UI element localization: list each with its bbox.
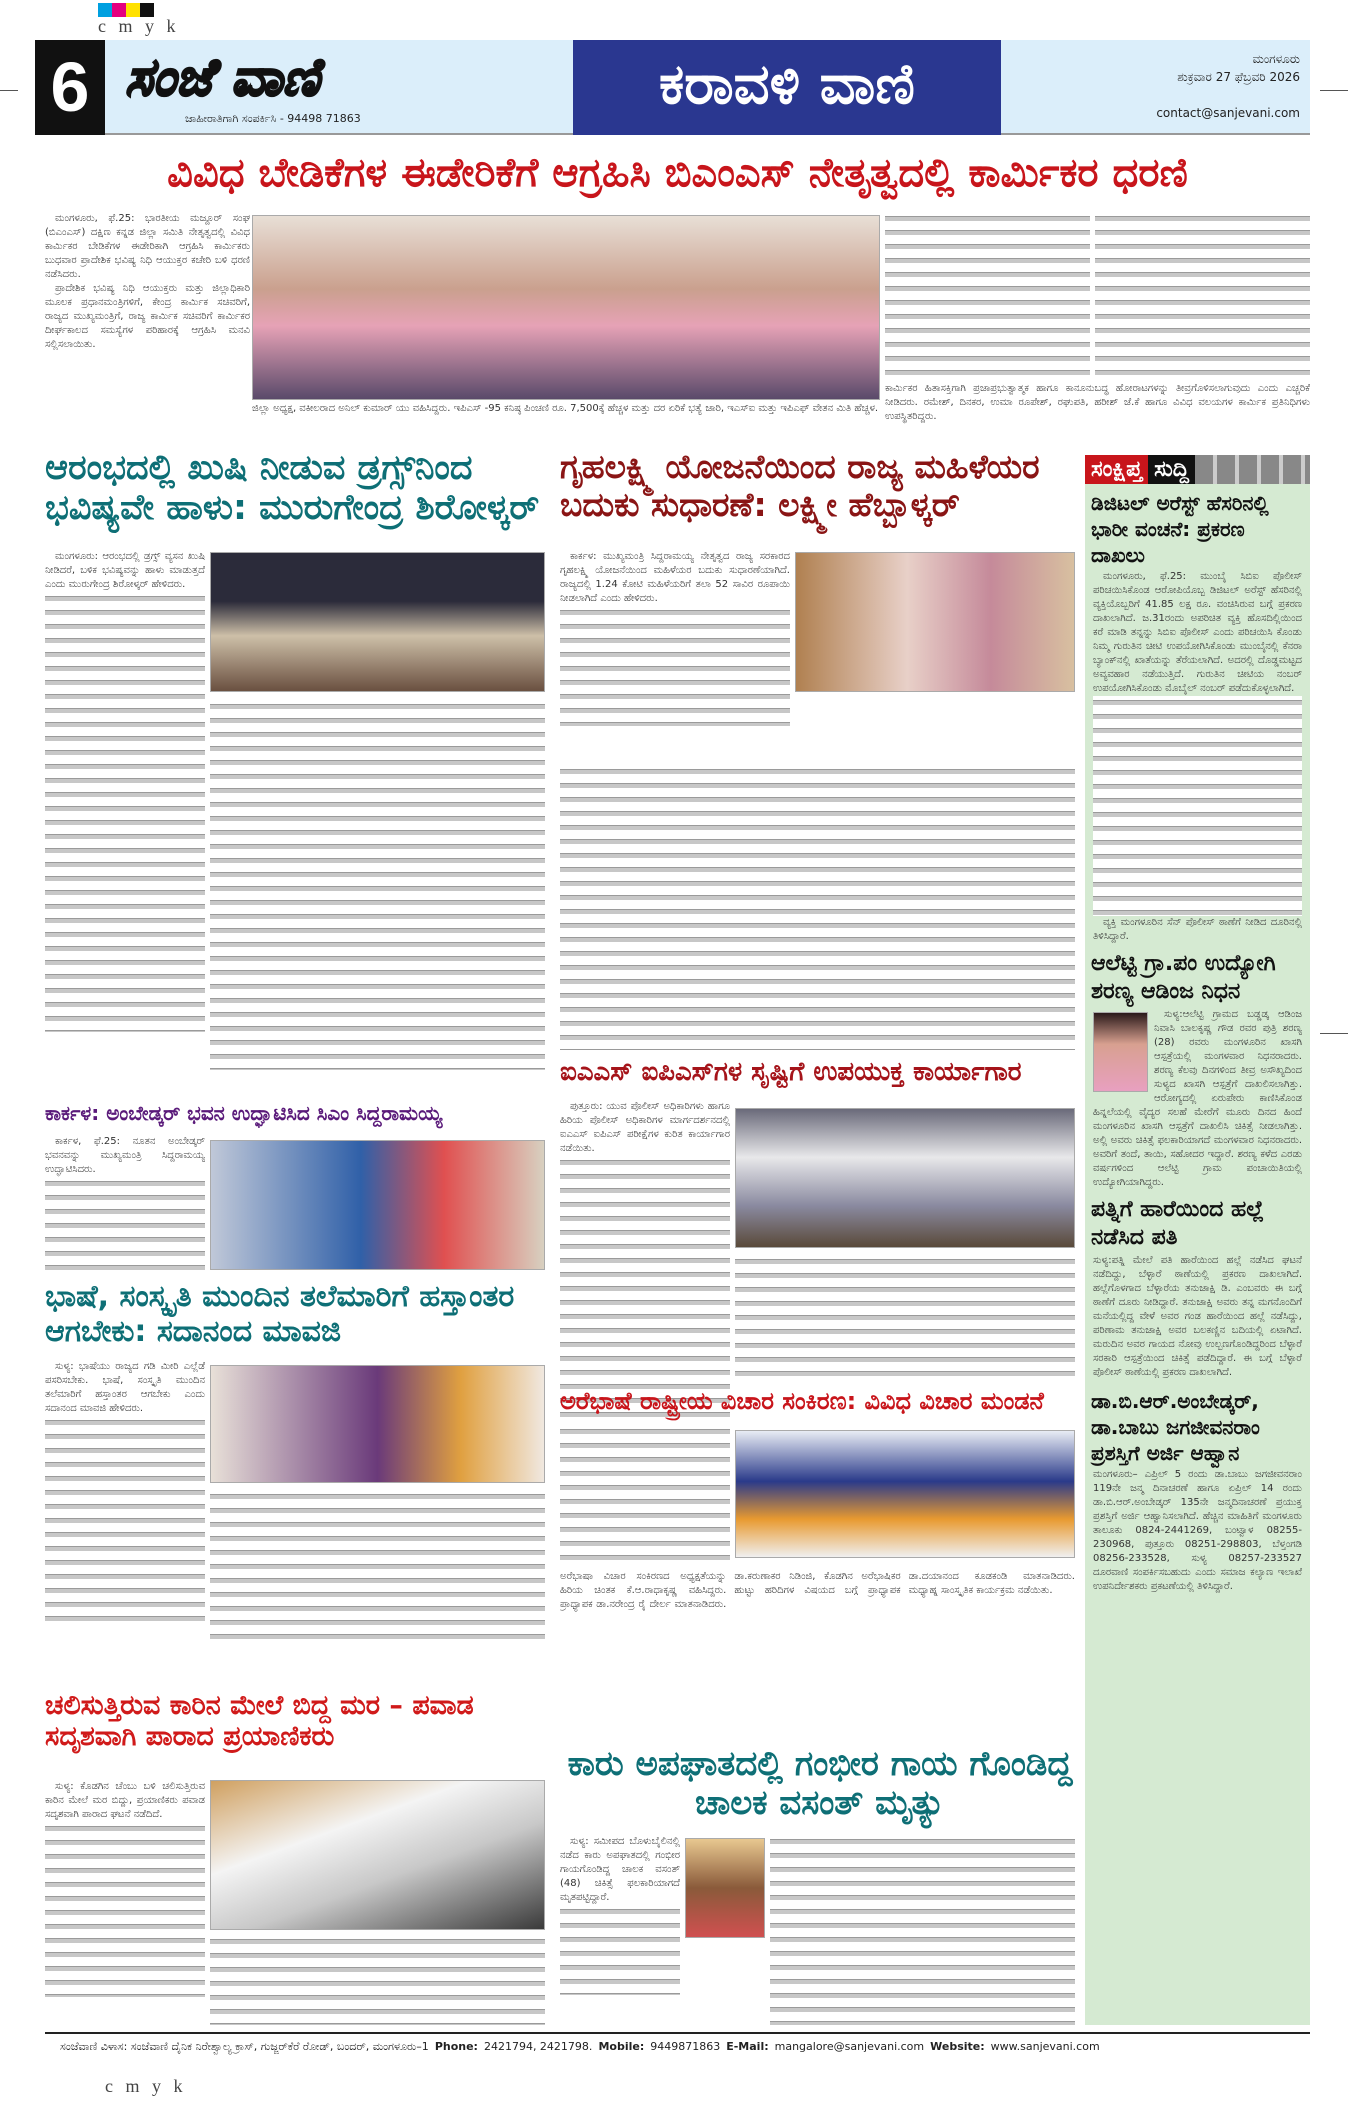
arebhashe-body-col1: [560, 1425, 730, 1565]
footer-email: mangalore@sanjevani.com: [774, 2040, 925, 2053]
karkala-photo-ambedkar: [210, 1140, 545, 1270]
karkala-body: ಕಾರ್ಕಳ, ಫೆ.25: ನೂತನ ಅಂಬೇಡ್ಕರ್ ಭವನವನ್ನು ಮುಖ್ಯಮಂತ್ರಿ ಸಿದ್ದರಾಮಯ್ಯ ಉದ್ಘಾಟಿಸಿದರು.: [45, 1135, 205, 1275]
footer-imprint: [60, 2040, 1310, 2054]
cmyk-label-bottom: c m y k: [105, 2076, 187, 2096]
lead-body-tail: ಕಾರ್ಮಿಕರ ಹಿತಾಸಕ್ತಿಗಾಗಿ ಪ್ರಜಾಪ್ರಭುತ್ವಾತ್ಮಕ ಹಾಗೂ ಕಾನೂನುಬದ್ಧ ಹೋರಾಟಗಳನ್ನು ತೀವ್ರಗೊಳಿಸಲಾಗುವುದು ಎಂದು ಎಚ್ಚರಿಕೆ ನೀಡಿದರು. ರಮೇಶ್, ದಿನಕರ, ಉಮಾ ರೂಪೇಶ್, ರಘುಪತಿ, ಹರೀಶ್ ಜೆ.ಕೆ ಹಾಗೂ ವಿವಿಧ ವಲಯಗಳ ಕಾರ್ಮಿಕ ಪ್ರತಿನಿಧಿಗಳು ಉಪಸ್ಥಿತರಿದ್ದರು.: [885, 383, 1310, 422]
registration-mark: [1320, 90, 1348, 91]
drugs-headline: ಆರಂಭದಲ್ಲಿ ಖುಷಿ ನೀಡುವ ಡ್ರಗ್ಸ್‌ನಿಂದ ಭವಿಷ್ಯವೇ ಹಾಳು: ಮುರುಗೇಂದ್ರ ಶಿರೋಳ್ಕರ್: [45, 448, 540, 529]
mobile-label: Mobile:: [598, 2040, 645, 2053]
registration-mark: [0, 90, 18, 91]
gruhalakshmi-body: ಕಾರ್ಕಳ: ಮುಖ್ಯಮಂತ್ರಿ ಸಿದ್ದರಾಮಯ್ಯ ನೇತೃತ್ವದ ರಾಜ್ಯ ಸರಕಾರದ ಗೃಹಲಕ್ಷ್ಮಿ ಯೋಜನೆಯಿಂದ ಮಹಿಳೆಯರ ಬದುಕು ಸುಧಾರಣೆಯಾಗಿದೆ. ರಾಜ್ಯದಲ್ಲಿ 1.24 ಕೋಟಿ ಮಹಿಳೆಯರಿಗೆ ತಲಾ 52 ಸಾವಿರ ರೂಪಾಯಿ ನೀಡಲಾಗಿದೆ ಎಂದು ಹೇಳಿದರು.: [560, 550, 790, 760]
sidebar-title-b: ಸುದ್ದಿ: [1148, 455, 1195, 484]
lead-photo-caption: ಜಿಲ್ಲಾ ಅಧ್ಯಕ್ಷ, ವಕೀಲರಾದ ಅನಿಲ್ ಕುಮಾರ್ ಯು ವಹಿಸಿದ್ದರು. ಇಪಿಎಸ್ -95 ಕನಿಷ್ಠ ಪಿಂಚಣಿ ರೂ. 7,500ಕ್ಕೆ ಹೆಚ್ಚಳ ಮತ್ತು ದರ ಏರಿಕೆ ಭತ್ಯೆ ಜಾರಿ, ಇಎಸ್ಐ ಮತ್ತು ಇಪಿಎಫ್ ವೇತನ ಮಿತಿ ಹೆಚ್ಚಳ.: [252, 403, 879, 414]
karkala-headline: ಕಾರ್ಕಳ: ಅಂಬೇಡ್ಕರ್ ಭವನ ಉದ್ಘಾಟಿಸಿದ ಸಿಎಂ ಸಿದ್ದರಾಮಯ್ಯ: [45, 1101, 443, 1125]
footer-mobile: 9449871863: [650, 2040, 721, 2053]
brief-body: ಮಂಗಳೂರು– ಎಪ್ರಿಲ್ 5 ರಂದು ಡಾ.ಬಾಬು ಜಗಜೀವನರಾಂ 119ನೇ ಜನ್ಮ ದಿನಾಚರಣೆ ಹಾಗೂ ಏಪ್ರಿಲ್ 14 ರಂದು ಡಾ.ಬಿ.ಆರ್.ಅಂಬೇಡ್ಕರ್ 135ನೇ ಜನ್ಮದಿನಾಚರಣೆ ಪ್ರಯುಕ್ತ ಪ್ರಶಸ್ತಿಗೆ ಅರ್ಜಿ ಆಹ್ವಾನಿಸಲಾಗಿದೆ. ಹೆಚ್ಚಿನ ಮಾಹಿತಿಗೆ ಮಂಗಳೂರು ತಾಲೂಕು 0824-2441269, ಬಂಟ್ವಾಳ 08255-230968, ಪುತ್ತೂರು 08251-298803, ಬೆಳ್ತಂಗಡಿ 08256-233528, ಸುಳ್ಯ 08257-233527 ದೂರವಾಣಿ ಸಂಪರ್ಕಿಸಬಹುದು ಎಂದು ಸಮಾಜ ಕಲ್ಯಾಣ ಇಲಾಖೆ ಉಪನಿರ್ದೇಶಕರು ಪ್ರಕಟಣೆಯಲ್ಲಿ ತಿಳಿಸಿದ್ದಾರೆ.: [1093, 1469, 1302, 1592]
masthead: [35, 40, 1310, 135]
lead-body-col1: ಮಂಗಳೂರು, ಫೆ.25: ಭಾರತೀಯ ಮಜ್ದೂರ್ ಸಂಘ (ಬಿಎಂಎಸ್) ದಕ್ಷಿಣ ಕನ್ನಡ ಜಿಲ್ಲಾ ಸಮಿತಿ ನೇತೃತ್ವದಲ್ಲಿ ವಿವಿಧ ಕಾರ್ಮಿಕರ ಬೇಡಿಕೆಗಳ ಈಡೇರಿಕಾಗಿ ಆಗ್ರಹಿಸಿ ಕಾರ್ಮಿಕರು ಬುಧವಾರ ಪ್ರಾದೇಶಿಕ ಭವಿಷ್ಯ ನಿಧಿ ಆಯುಕ್ತರ ಕಚೇರಿ ಬಳಿ ಧರಣಿ ನಡೆಸಿದರು. ಪ್ರಾದೇಶಿಕ ಭವಿಷ್ಯ ನಿಧಿ ಆಯುಕ್ತರು ಮತ್ತು ಜಿಲ್ಲಾಧಿಕಾರಿ ಮೂಲಕ ಪ್ರಧಾನಮಂತ್ರಿಗಳಿಗೆ, ಕೇಂದ್ರ ಕಾರ್ಮಿಕ ಸಚಿವರಿಗೆ, ರಾಜ್ಯದ ಮುಖ್ಯಮಂತ್ರಿಗೆ, ರಾಜ್ಯ ಕಾರ್ಮಿಕ ಸಚಿವರಿಗೆ ಕಾರ್ಮಿಕರ ದೀರ್ಘಕಾಲದ ಸಮಸ್ಯೆಗಳ ಪರಿಹಾರಕ್ಕೆ ಆಗ್ರಹಿಸಿ ಮನವಿ ಸಲ್ಲಿಸಲಾಯಿತು.: [45, 213, 250, 350]
ias-body: ಪುತ್ತೂರು: ಯುವ ಪೊಲೀಸ್ ಅಧಿಕಾರಿಗಳು ಹಾಗೂ ಹಿರಿಯ ಪೊಲೀಸ್ ಅಧಿಕಾರಿಗಳ ಮಾರ್ಗದರ್ಶನದಲ್ಲಿ ಐಎಎಸ್ ಐಪಿಎಸ್ ಪರೀಕ್ಷೆಗಳ ಕುರಿತ ಕಾರ್ಯಾಗಾರ ನಡೆಯಿತು.: [560, 1100, 730, 1440]
ias-photo: [735, 1108, 1075, 1248]
cmyk-label: c m y k: [98, 16, 180, 36]
accident-body-cols: [770, 1835, 1075, 2025]
tree-photo-car: [210, 1780, 545, 1930]
dateline: [1177, 50, 1300, 86]
lead-photo-bms-protest: [252, 215, 880, 400]
lead-body-col3: [885, 212, 1090, 382]
drugs-body: ಮಂಗಳೂರು: ಆರಂಭದಲ್ಲಿ ಡ್ರಗ್ಸ್ ವ್ಯಸನ ಖುಷಿ ನೀಡಿದರೆ, ಬಳಿಕ ಭವಿಷ್ಯವನ್ನು ಹಾಳು ಮಾಡುತ್ತದೆ ಎಂದು ಮುರುಗೇಂದ್ರ ಶಿರೋಳ್ಕರ್ ಹೇಳಿದರು.: [45, 550, 205, 1070]
ias-headline: ಐಎಎಸ್ ಐಪಿಎಸ್‌ಗಳ ಸೃಷ್ಟಿಗೆ ಉಪಯುಕ್ತ ಕಾರ್ಯಾಗಾರ: [560, 1057, 1022, 1087]
date: ಶುಕ್ರವಾರ 27 ಫೆಬ್ರವರಿ 2026: [1177, 70, 1300, 84]
website-label: Website:: [930, 2040, 985, 2053]
footer-website: www.sanjevani.com: [990, 2040, 1100, 2053]
sidebar-title: [1085, 455, 1310, 484]
page-number: 6: [35, 40, 105, 135]
arebhashe-photo: [735, 1430, 1075, 1558]
brief-news-sidebar: [1085, 455, 1310, 2025]
drugs-photo: [210, 552, 545, 692]
lead-body-col4: [1095, 212, 1310, 382]
vasanth-portrait: [685, 1838, 765, 1938]
language-body-cols: [210, 1490, 545, 1640]
ias-body-cols: [735, 1255, 1075, 1380]
sanjevani-logo: ಸಂಜೆ ವಾಣಿ: [125, 48, 320, 108]
email-label: E-Mail:: [726, 2040, 769, 2053]
sidebar-title-a: ಸಂಕ್ಷಿಪ್ತ: [1085, 455, 1148, 484]
brief-headline: ಡಿಜಿಟಲ್ ಅರೆಸ್ಟ್ ಹೆಸರಿನಲ್ಲಿ ಭಾರೀ ವಂಚನೆ: ಪ್ರಕರಣ ದಾಖಲು: [1091, 491, 1269, 567]
contact-email: contact@sanjevani.com: [1156, 106, 1300, 120]
ad-contact: ಜಾಹೀರಾತಿಗಾಗಿ ಸಂಪರ್ಕಿಸಿ - 94498 71863: [185, 112, 361, 125]
gruhalakshmi-headline: ಗೃಹಲಕ್ಷ್ಮಿ ಯೋಜನೆಯಿಂದ ರಾಜ್ಯ ಮಹಿಳೆಯರ ಬದುಕು ಸುಧಾರಣೆ: ಲಕ್ಷ್ಮೀ ಹೆಬ್ಬಾಳ್ಕರ್: [560, 447, 1040, 524]
phone-label: Phone:: [434, 2040, 478, 2053]
arebhashe-headline: ಅರೆಭಾಷೆ ರಾಷ್ಟ್ರೀಯ ವಿಚಾರ ಸಂಕಿರಣ: ವಿವಿಧ ವಿಚಾರ ಮಂಡನೆ: [560, 1387, 1044, 1415]
brief-headline: ಪತ್ನಿಗೆ ಹಾರೆಯಿಂದ ಹಲ್ಲೆ ನಡೆಸಿದ ಪತಿ: [1091, 1197, 1264, 1250]
sharanya-portrait: [1093, 1012, 1148, 1092]
registration-mark: [1320, 1033, 1348, 1034]
accident-body: ಸುಳ್ಯ: ಸಮೀಪದ ಬೊಳುಬೈಲಿನಲ್ಲಿ ನಡೆದ ಕಾರು ಅಪಘಾತದಲ್ಲಿ ಗಂಭೀರ ಗಾಯಗೊಂಡಿದ್ದ ಚಾಲಕ ವಸಂತ್ (48) ಚಿಕಿತ್ಸೆ ಫಲಕಾರಿಯಾಗದೆ ಮೃತಪಟ್ಟಿದ್ದಾರೆ.: [560, 1835, 680, 2025]
brief-body: ಮಂಗಳೂರು, ಫೆ.25: ಮುಂಬೈ ಸಿಬಿಐ ಪೊಲೀಸ್ ಪರಿಚಯಿಸಿಕೊಂಡ ಆರೋಪಿಯೊಬ್ಬ ಡಿಜಿಟಲ್ ಅರೆಸ್ಟ್ ಹೆಸರಿನಲ್ಲಿ ವ್ಯಕ್ತಿಯೊಬ್ಬರಿಗೆ 41.85 ಲಕ್ಷ ರೂ. ವಂಚಿಸಿರುವ ಬಗ್ಗೆ ಪ್ರಕರಣ ದಾಖಲಾಗಿದೆ. ಜ.31ರಂದು ಅಪರಿಚಿತ ವ್ಯಕ್ತಿ ಹೊಸದಿಲ್ಲಿಯಿಂದ ಕರೆ ಮಾಡಿ ತನ್ನನ್ನು ಸಿಬಿಐ ಪೊಲೀಸ್ ಎಂದು ಪರಿಚಯಿಸಿ ಕೊಂಡು ನಿಮ್ಮ ಗುರುತಿನ ಚೀಟಿ ಉಪಯೋಗಿಸಿಕೊಂಡು ಮುಂಬೈನಲ್ಲಿ ಕೆನರಾ ಬ್ಯಾಂಕ್‌ನಲ್ಲಿ ಖಾತೆಯನ್ನು ತೆರೆಯಲಾಗಿದೆ. ಅದರಲ್ಲಿ ದೊಡ್ಡಮಟ್ಟದ ಅವ್ಯವಹಾರ ನಡೆಯುತ್ತಿದೆ. ಗುರುತಿನ ಚೀಟಿಯ ನಂಬರ್ ಉಪಯೋಗಿಸಿಕೊಂಡು ಮೊಬೈಲ್ ನಂಬರ್ ಪಡೆದುಕೊಳ್ಳಲಾಗಿದೆ. ವ್ಯಕ್ತಿ ಮಂಗಳೂರಿನ ಸೆನ್ ಪೊಲೀಸ್ ಠಾಣೆಗೆ ನೀಡಿದ ದೂರಿನಲ್ಲಿ ತಿಳಿಸಿದ್ದಾರೆ.: [1093, 571, 1302, 942]
lead-headline: ವಿವಿಧ ಬೇಡಿಕೆಗಳ ಈಡೇರಿಕೆಗೆ ಆಗ್ರಹಿಸಿ ಬಿಎಂಎಸ್ ನೇತೃತ್ವದಲ್ಲಿ ಕಾರ್ಮಿಕರ ಧರಣಿ: [167, 150, 1188, 196]
tree-headline: ಚಲಿಸುತ್ತಿರುವ ಕಾರಿನ ಮೇಲೆ ಬಿದ್ದ ಮರ – ಪವಾಡ ಸದೃಶವಾಗಿ ಪಾರಾದ ಪ್ರಯಾಣಿಕರು: [45, 1690, 474, 1753]
footer-rule: [45, 2032, 1310, 2034]
arebhashe-body: ಅರೆಭಾಷಾ ವಿಚಾರ ಸಂಕಿರಣದ ಅಧ್ಯಕ್ಷತೆಯನ್ನು ಹಿರಿಯ ಚಿಂತಕ ಕೆ.ಆ.ರಾಧಾಕೃಷ್ಣ ವಹಿಸಿದ್ದರು. ಪ್ರಾಧ್ಯಾಪಕ ಡಾ.ನರೇಂದ್ರ ರೈ ದೇರ್ಲ ಮಾತನಾಡಿದರು. ಡಾ.ಕರುಣಾಕರ ನಿಡಿಂಜಿ, ಕೊಡಗಿನ ಅರೆಭಾಷಿಕರ ಹುಟ್ಟು ಹರಿದಿಗಳ ವಿಷಯದ ಬಗ್ಗೆ ಪ್ರಾಧ್ಯಾಪಕ ಡಾ.ದಯಾನಂದ ಕೂಡಕಂಡಿ ಮಾತನಾಡಿದರು. ಮಧ್ಯಾಹ್ನ ಸಾಂಸ್ಕೃತಿಕ ಕಾರ್ಯಕ್ರಮ ನಡೆಯಿತು.: [560, 1571, 1075, 1610]
brief-headline: ಡಾ.ಬಿ.ಆರ್.ಅಂಬೇಡ್ಕರ್, ಡಾ.ಬಾಬು ಜಗಜೀವನರಾಂ ಪ್ರಶಸ್ತಿಗೆ ಅರ್ಜಿ ಆಹ್ವಾನ: [1091, 1389, 1260, 1465]
accident-headline: ಕಾರು ಅಪಘಾತದಲ್ಲಿ ಗಂಭೀರ ಗಾಯ ಗೊಂಡಿದ್ದ ಚಾಲಕ ವಸಂತ್ ಮೃತ್ಯು: [567, 1744, 1073, 1824]
karavali-vani-logo: ಕರಾವಳಿ ವಾಣಿ: [573, 40, 1001, 135]
footer-phone: 2421794, 2421798.: [483, 2040, 593, 2053]
tree-body-cols: [210, 1935, 545, 2025]
language-headline: ಭಾಷೆ, ಸಂಸ್ಕೃತಿ ಮುಂದಿನ ತಲೆಮಾರಿಗೆ ಹಸ್ತಾಂತರ ಆಗಬೇಕು: ಸದಾನಂದ ಮಾವಜಿ: [45, 1279, 515, 1349]
brief-body: ಸುಳ್ಯ:ಆಲೆಟ್ಟಿ ಗ್ರಾಮದ ಬಡ್ಡಡ್ಕ ಆಡಿಂಜ ನಿವಾಸಿ ಬಾಲಕೃಷ್ಣ ಗೌಡ ರವರ ಪುತ್ರಿ ಶರಣ್ಯ (28) ರವರು ಮಂಗಳೂರಿನ ಖಾಸಗಿ ಆಸ್ಪತ್ರೆಯಲ್ಲಿ ಮಂಗಳವಾರ ನಿಧನರಾದರು. ಶರಣ್ಯ ಕೆಲವು ದಿನಗಳಿಂದ ತೀವ್ರ ಅಸೌಖ್ಯದಿಂದ ಸುಳ್ಯದ ಖಾಸಗಿ ಆಸ್ಪತ್ರೆಗೆ ದಾಖಲಿಸಲಾಗಿತ್ತು. ಆರೋಗ್ಯದಲ್ಲಿ ಏರುಪೇರು ಕಾಣಿಸಿಕೊಂಡ ಹಿನ್ನಲೆಯಲ್ಲಿ ವೈದ್ಯರ ಸಲಹೆ ಮೇರೆಗೆ ಮೂರು ದಿನದ ಹಿಂದೆ ಮಂಗಳೂರಿನ ಖಾಸಗಿ ಆಸ್ಪತ್ರೆಗೆ ದಾಖಲಿಸಿ ಚಿಕಿತ್ಸೆ ನೀಡಲಾಗಿತ್ತು. ಅಲ್ಲಿ ಅವರು ಚಿಕಿತ್ಸೆ ಫಲಕಾರಿಯಾಗದೆ ಮಂಗಳವಾರ ನಿಧನರಾದರು. ಅವರಿಗೆ ತಂದೆ, ತಾಯಿ, ಸಹೋದರ ಇದ್ದಾರೆ. ಶರಣ್ಯ ಕಳೆದ ಎರಡು ವರ್ಷಗಳಿಂದ ಆಲೆಟ್ಟಿ ಗ್ರಾಮ ಪಂಚಾಯಿತಿಯಲ್ಲಿ ಉದ್ಯೋಗಿಯಾಗಿದ್ದರು.: [1093, 1009, 1302, 1188]
tree-body: ಸುಳ್ಯ: ಕೊಡಗಿನ ಚೆಂಬು ಬಳಿ ಚಲಿಸುತ್ತಿರುವ ಕಾರಿನ ಮೇಲೆ ಮರ ಬಿದ್ದು, ಪ್ರಯಾಣಿಕರು ಪವಾಡ ಸದೃಶವಾಗಿ ಪಾರಾದ ಘಟನೆ ನಡೆದಿದೆ.: [45, 1780, 205, 2025]
gruhalakshmi-photo: [795, 552, 1075, 692]
language-photo: [210, 1365, 545, 1483]
brief-body: ಸುಳ್ಯ:ಪತ್ನಿ ಮೇಲೆ ಪತಿ ಹಾರೆಯಿಂದ ಹಲ್ಲೆ ನಡೆಸಿದ ಘಟನೆ ನಡೆದಿದ್ದು, ಬೆಳ್ಳಾರೆ ಠಾಣೆಯಲ್ಲಿ ಪ್ರಕರಣ ದಾಖಲಾಗಿದೆ. ಹಲ್ಲೆಗೊಳಗಾದ ಬೆಳ್ಳಾರೆಯ ತನುಜಾಕ್ಷಿ ಡಿ. ಎಂಬವರು ಈ ಬಗ್ಗೆ ಠಾಣೆಗೆ ದೂರು ನೀಡಿದ್ದಾರೆ. ತನುಜಾಕ್ಷಿ ಅವರು ತನ್ನ ಮಗನೊಂದಿಗೆ ಮನೆಯಲ್ಲಿದ್ದ ವೇಳೆ ಅವರ ಗಂಡ ಹಾರೆಯಿಂದ ಹಲ್ಲೆ ನಡೆಸಿದ್ದು, ಪರಿಣಾಮ ತನುಜಾಕ್ಷಿ ಅವರ ಬಲಕಣ್ಣಿನ ಬದಿಯಲ್ಲಿ ಏಟಾಗಿದೆ. ಮರುದಿನ ಅವರ ಗಾಯದ ನೋವು ಉಲ್ಬಣಗೊಂಡಿದ್ದರಿಂದ ಬೆಳ್ಳಾರೆ ಸರಕಾರಿ ಆಸ್ಪತ್ರೆಯಿಂದ ಚಿಕಿತ್ಸೆ ಪಡೆದಿದ್ದಾರೆ. ಈ ಬಗ್ಗೆ ಬೆಳ್ಳಾರೆ ಪೊಲೀಸ್ ಠಾಣೆಯಲ್ಲಿ ಪ್ರಕರಣ ದಾಖಲಾಗಿದೆ.: [1093, 1255, 1302, 1378]
brief-headline: ಆಲೆಟ್ಟಿ ಗ್ರಾ.ಪಂ ಉದ್ಯೋಗಿ ಶರಣ್ಯ ಆಡಿಂಜ ನಿಧನ: [1091, 951, 1276, 1004]
language-body: ಸುಳ್ಯ: ಭಾಷೆಯು ರಾಜ್ಯದ ಗಡಿ ಮೀರಿ ಎಲ್ಲೆಡೆ ಪಸರಿಸಬೇಕು. ಭಾಷೆ, ಸಂಸ್ಕೃತಿ ಮುಂದಿನ ತಲೆಮಾರಿಗೆ ಹಸ್ತಾಂತರ ಆಗಬೇಕು ಎಂದು ಸದಾನಂದ ಮಾವಜಿ ಹೇಳಿದರು.: [45, 1360, 205, 1640]
drugs-body-cols: [210, 700, 545, 1070]
gruhalakshmi-body-cols: [560, 765, 1075, 1050]
footer-address: ಸಂಜೆವಾಣಿ ವಿಳಾಸ: ಸಂಜೆವಾಣಿ ದೈನಿಕ ನಿರೇಶ್ವಾಲ್ಯ ಕ್ರಾಸ್, ಗುಜ್ಜರ್‌ಕೆರೆ ರೋಡ್, ಬಂದರ್, ಮಂಗಳೂರು–1: [60, 2040, 429, 2053]
city: ಮಂಗಳೂರು: [1252, 52, 1300, 66]
